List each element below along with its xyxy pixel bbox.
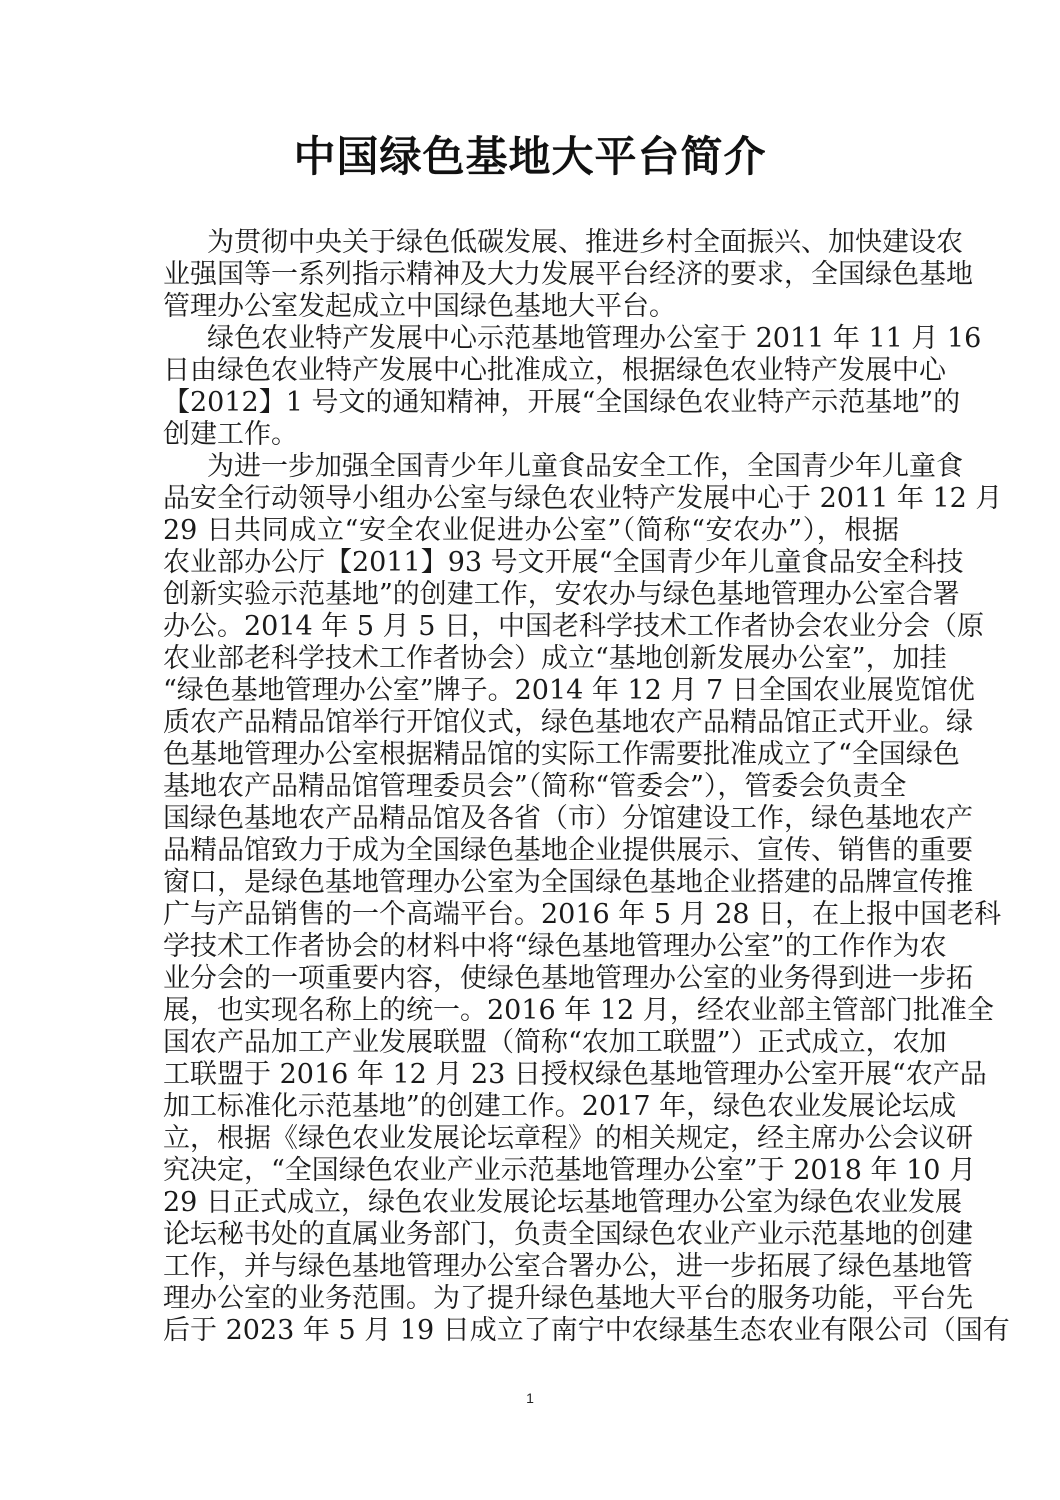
text-line: 29 日共同成立“安全农业促进办公室”（简称“安农办”），根据 bbox=[163, 515, 899, 546]
text-line: 理办公室的业务范围。为了提升绿色基地大平台的服务功能，平台先 bbox=[163, 1283, 973, 1314]
text-line: 基地农产品精品馆管理委员会”（简称“管委会”），管委会负责全 bbox=[163, 771, 907, 802]
text-line: 农业部办公厅【2011】93 号文开展“全国青少年儿童食品安全科技 bbox=[163, 547, 964, 578]
text-line: 立，根据《绿色农业发展论坛章程》的相关规定，经主席办公会议研 bbox=[163, 1123, 973, 1154]
text-line: 创新实验示范基地”的创建工作，安农办与绿色基地管理办公室合署 bbox=[163, 579, 960, 610]
text-line: 品安全行动领导小组办公室与绿色农业特产发展中心于 2011 年 12 月 bbox=[163, 483, 1003, 514]
paragraph-3 bbox=[163, 451, 1010, 1347]
text-line: 展，也实现名称上的统一。2016 年 12 月，经农业部主管部门批准全 bbox=[163, 995, 994, 1026]
text-line: 国绿色基地农产品精品馆及各省（市）分馆建设工作，绿色基地农产 bbox=[163, 803, 973, 834]
text-line: 【2012】1 号文的通知精神，开展“全国绿色农业特产示范基地”的 bbox=[163, 387, 961, 418]
text-line: 业强国等一系列指示精神及大力发展平台经济的要求，全国绿色基地 bbox=[163, 259, 973, 290]
paragraph-1 bbox=[163, 227, 973, 323]
text-line: 为贯彻中央关于绿色低碳发展、推进乡村全面振兴、加快建设农 bbox=[207, 227, 963, 258]
text-line: 绿色农业特产发展中心示范基地管理办公室于 2011 年 11 月 16 bbox=[207, 323, 982, 354]
text-line: 创建工作。 bbox=[163, 419, 298, 450]
text-line: “绿色基地管理办公室”牌子。2014 年 12 月 7 日全国农业展览馆优 bbox=[163, 675, 975, 706]
text-line: 农业部老科学技术工作者协会）成立“基地创新发展办公室”，加挂 bbox=[163, 643, 947, 674]
text-line: 品精品馆致力于成为全国绿色基地企业提供展示、宣传、销售的重要 bbox=[163, 835, 973, 866]
text-line: 管理办公室发起成立中国绿色基地大平台。 bbox=[163, 291, 676, 322]
text-line: 后于 2023 年 5 月 19 日成立了南宁中农绿基生态农业有限公司（国有 bbox=[163, 1315, 1010, 1346]
text-line: 窗口，是绿色基地管理办公室为全国绿色基地企业搭建的品牌宣传推 bbox=[163, 867, 973, 898]
text-line: 工作，并与绿色基地管理办公室合署办公，进一步拓展了绿色基地管 bbox=[163, 1251, 973, 1282]
text-line: 为进一步加强全国青少年儿童食品安全工作，全国青少年儿童食 bbox=[207, 451, 963, 482]
text-line: 加工标准化示范基地”的创建工作。2017 年，绿色农业发展论坛成 bbox=[163, 1091, 957, 1122]
text-line: 国农产品加工产业发展联盟（简称“农加工联盟”）正式成立，农加 bbox=[163, 1027, 947, 1058]
page-number: 1 bbox=[526, 1390, 534, 1406]
text-line: 29 日正式成立，绿色农业发展论坛基地管理办公室为绿色农业发展 bbox=[163, 1187, 962, 1218]
text-line: 质农产品精品馆举行开馆仪式，绿色基地农产品精品馆正式开业。绿 bbox=[163, 707, 973, 738]
text-line: 色基地管理办公室根据精品馆的实际工作需要批准成立了“全国绿色 bbox=[163, 739, 960, 770]
document-title: 中国绿色基地大平台简介 bbox=[293, 132, 767, 181]
text-line: 业分会的一项重要内容，使绿色基地管理办公室的业务得到进一步拓 bbox=[163, 963, 973, 994]
text-line: 论坛秘书处的直属业务部门，负责全国绿色农业产业示范基地的创建 bbox=[163, 1219, 973, 1250]
text-line: 工联盟于 2016 年 12 月 23 日授权绿色基地管理办公室开展“农产品 bbox=[163, 1059, 987, 1090]
paragraph-2 bbox=[163, 323, 982, 451]
text-line: 日由绿色农业特产发展中心批准成立，根据绿色农业特产发展中心 bbox=[163, 355, 946, 386]
document-body bbox=[163, 227, 1010, 1347]
text-line: 办公。2014 年 5 月 5 日，中国老科学技术工作者协会农业分会（原 bbox=[163, 611, 984, 642]
text-line: 学技术工作者协会的材料中将“绿色基地管理办公室”的工作作为农 bbox=[163, 931, 947, 962]
text-line: 究决定，“全国绿色农业产业示范基地管理办公室”于 2018 年 10 月 bbox=[163, 1155, 977, 1186]
text-line: 广与产品销售的一个高端平台。2016 年 5 月 28 日，在上报中国老科 bbox=[163, 899, 1002, 930]
